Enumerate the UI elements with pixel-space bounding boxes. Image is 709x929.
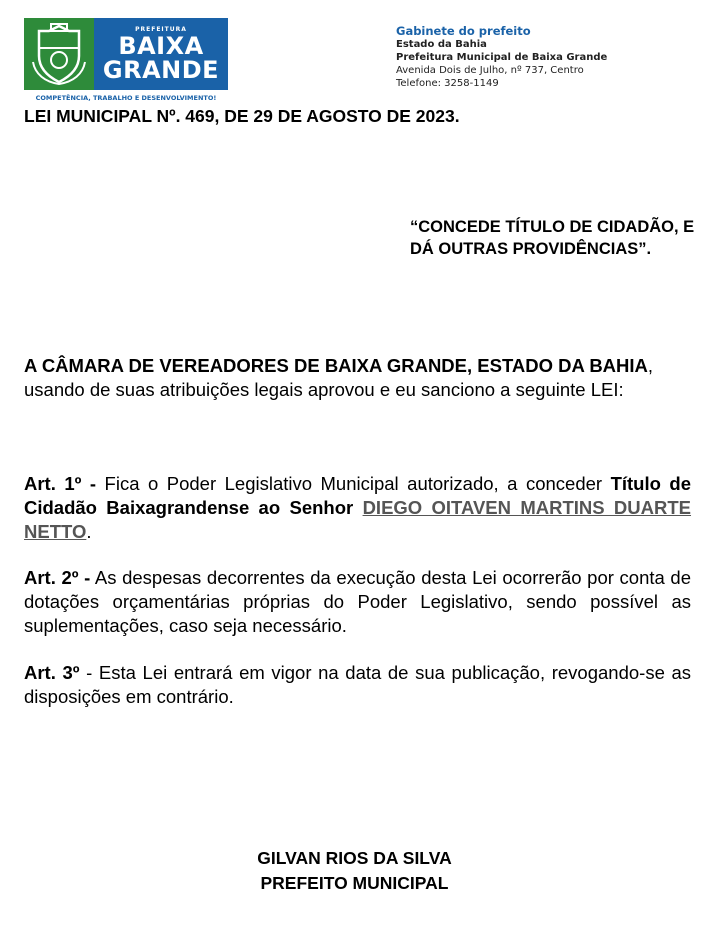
- law-title: LEI MUNICIPAL Nº. 469, DE 29 DE AGOSTO DE 2023.: [24, 106, 460, 126]
- contact-title: Gabinete do prefeito: [396, 24, 531, 38]
- contact-phone: Telefone: 3258-1149: [396, 78, 499, 89]
- article-2: [24, 566, 691, 638]
- logo-slogan: COMPETÊNCIA, TRABALHO E DESENVOLVIMENTO!: [35, 94, 217, 102]
- logo-line2: GRANDE: [102, 56, 220, 84]
- coat-of-arms-icon: [24, 18, 94, 90]
- article-2-text: As despesas decorrentes da execução desta Lei ocorrerão por conta de dotações orçamentárias próprias do Poder Legislativo, sendo possível as suplementações, caso seja necessário.: [24, 567, 691, 636]
- contact-block: [396, 24, 607, 90]
- logo-wordmark: [94, 18, 228, 90]
- signature-role: PREFEITO MUNICIPAL: [260, 873, 449, 893]
- logo-line1: BAIXA: [118, 32, 204, 60]
- preamble-bold: A CÂMARA DE VEREADORES DE BAIXA GRANDE, ESTADO DA BAHIA: [24, 355, 648, 376]
- article-3-text: - Esta Lei entrará em vigor na data de sua publicação, revogando-se as disposições em contrário.: [24, 662, 692, 707]
- logo: [24, 18, 228, 102]
- preamble-text: , usando de suas atribuições legais aprovou e eu sanciono a seguinte LEI:: [24, 355, 654, 400]
- article-3-label: Art. 3º: [24, 662, 80, 683]
- signature-name: GILVAN RIOS DA SILVA: [257, 848, 452, 868]
- article-1-end: .: [86, 521, 92, 542]
- logo-small-text: PREFEITURA: [135, 26, 187, 33]
- honoree-name: DIEGO OITAVEN MARTINS DUARTE NETTO: [24, 497, 692, 542]
- article-3: [24, 661, 691, 709]
- article-1-text: Fica o Poder Legislativo Municipal autorizado, a conceder: [96, 473, 611, 494]
- article-1-bold-text: Título de Cidadão Baixagrandense ao Senhor: [24, 473, 691, 518]
- contact-address: Avenida Dois de Julho, nº 737, Centro: [396, 65, 584, 76]
- signature-block: [0, 846, 709, 896]
- article-1-label: Art. 1º -: [24, 473, 97, 494]
- contact-state: Estado da Bahia: [396, 39, 487, 50]
- preamble: [24, 354, 688, 402]
- article-1: [24, 472, 691, 544]
- logo-box: [24, 18, 228, 90]
- article-2-label: Art. 2º -: [24, 567, 91, 588]
- ementa: “CONCEDE TÍTULO DE CIDADÃO, E DÁ OUTRAS PROVIDÊNCIAS”.: [410, 218, 695, 258]
- contact-office: Prefeitura Municipal de Baixa Grande: [396, 52, 608, 63]
